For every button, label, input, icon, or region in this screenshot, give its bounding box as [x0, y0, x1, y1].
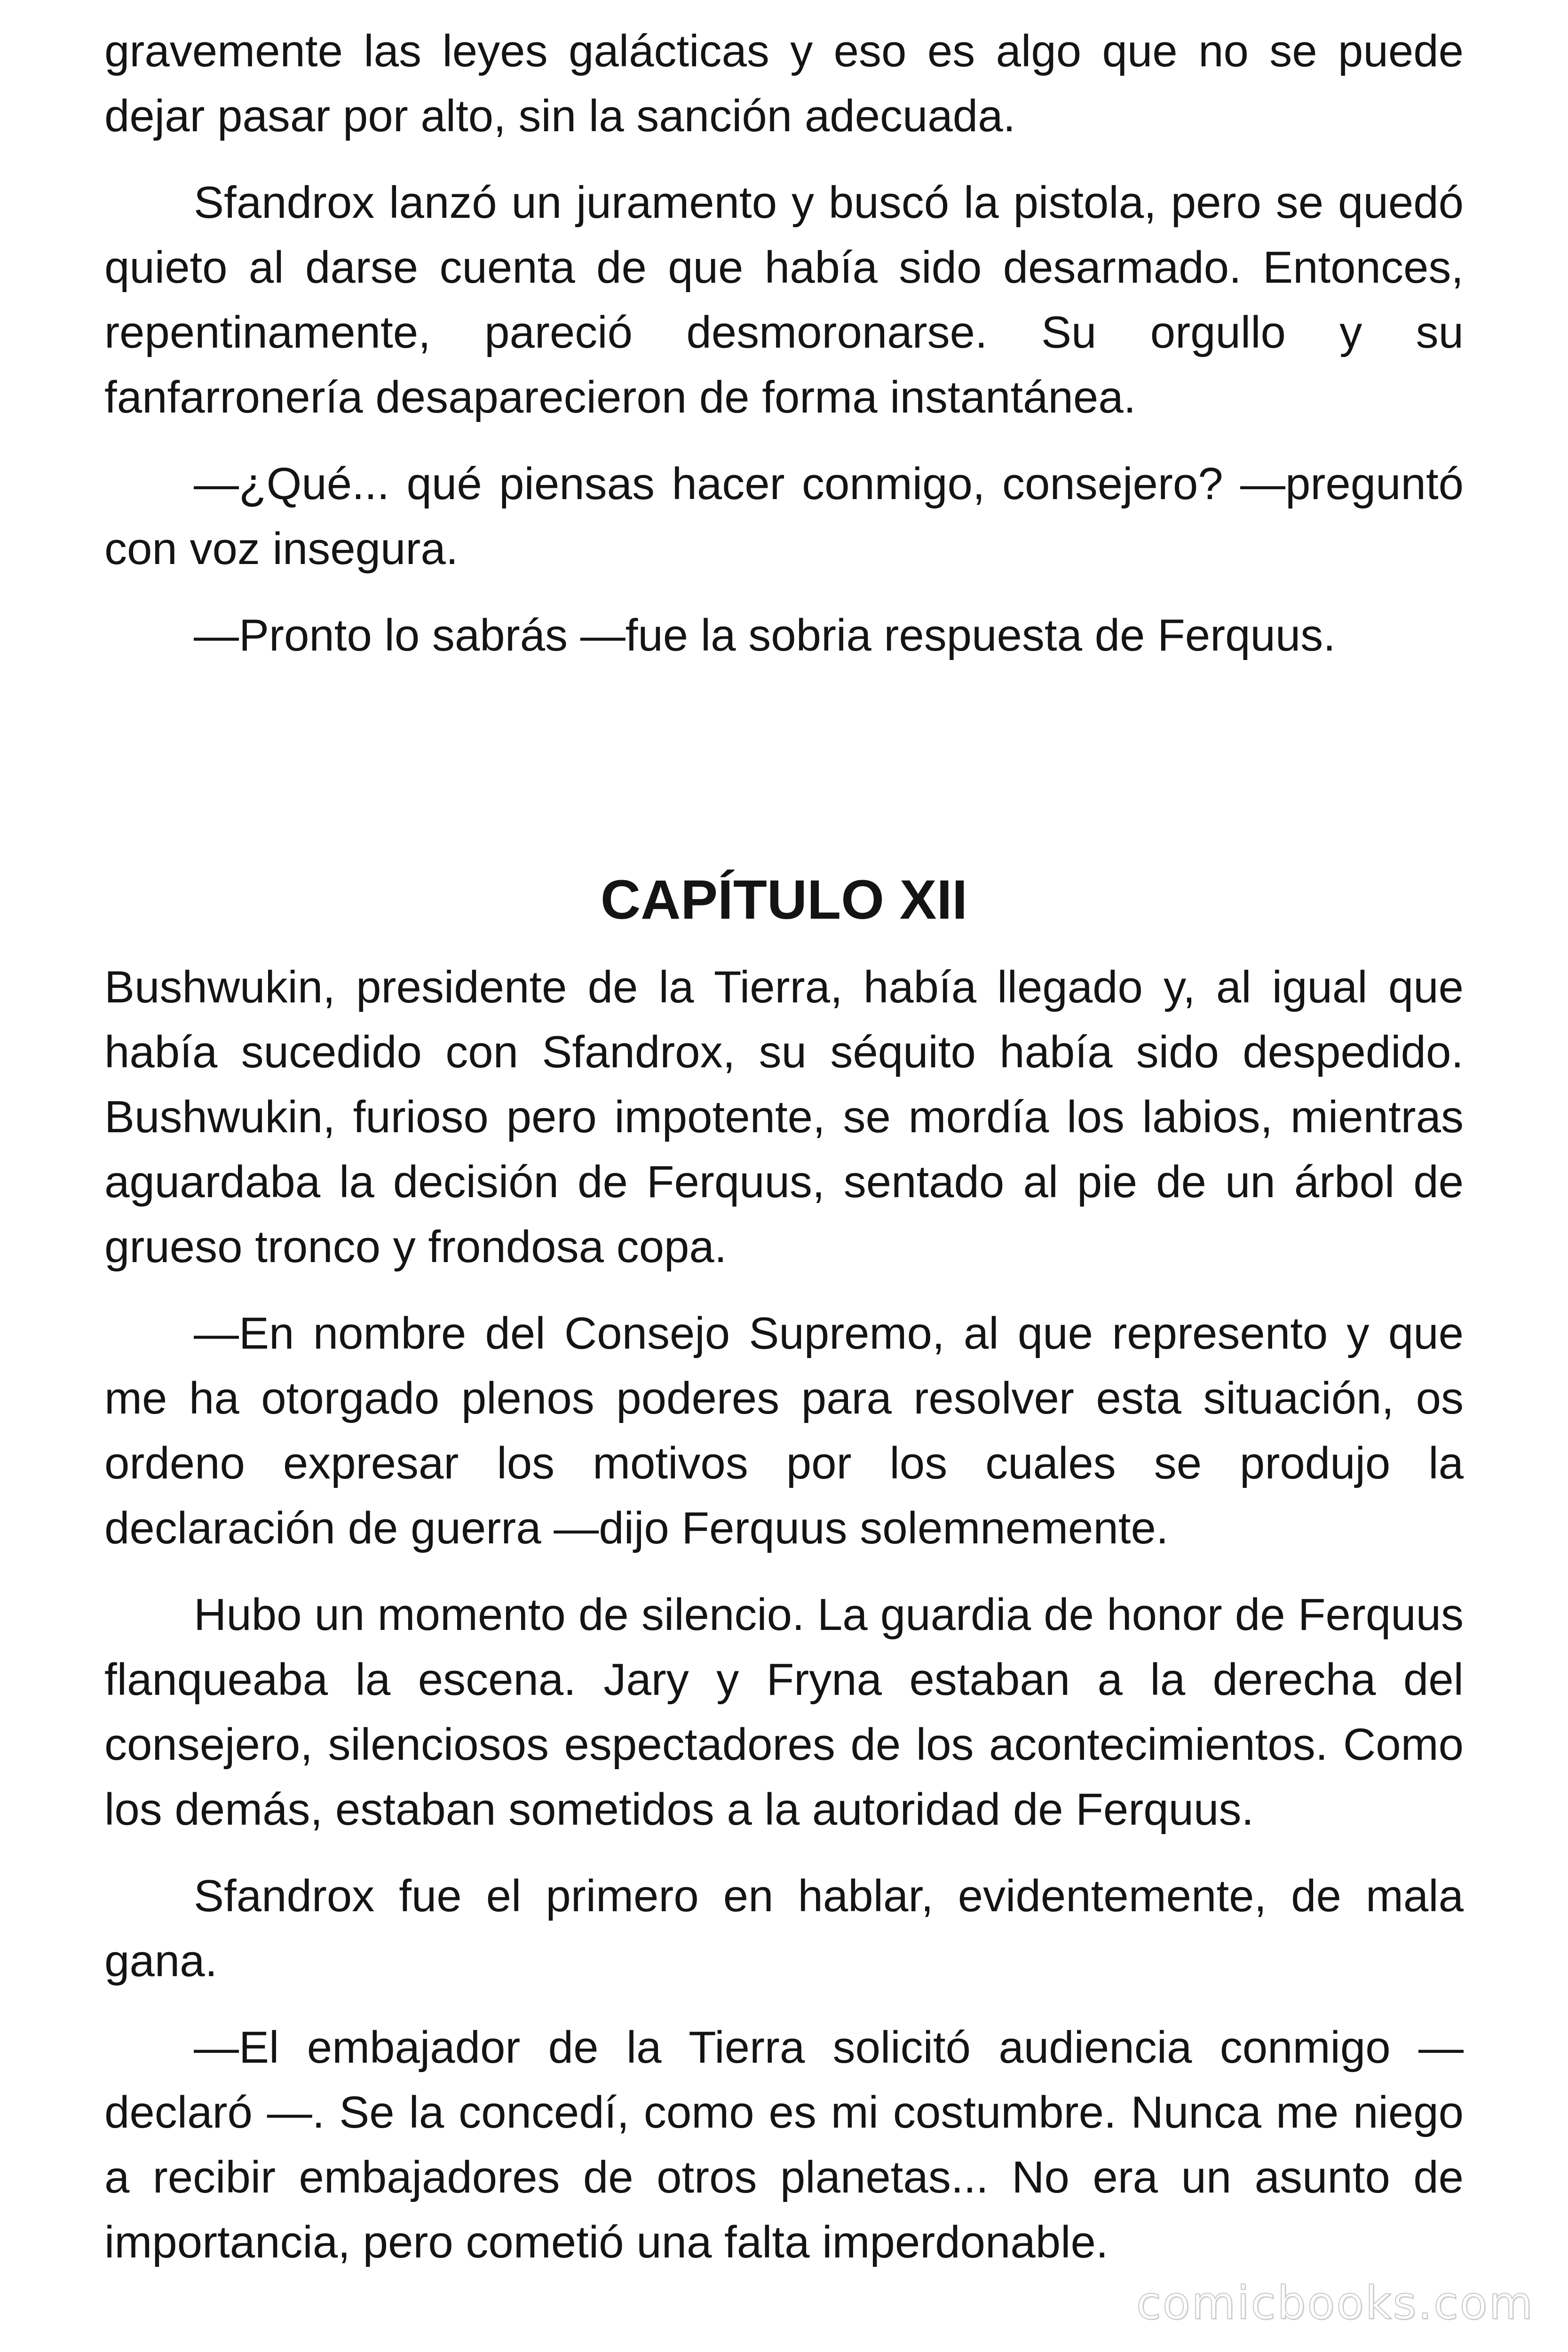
chapter-title: CAPÍTULO XII — [600, 869, 968, 931]
paragraph-continuation: gravemente las leyes galácticas y eso es algo que no se puede dejar pasar por alto, sin la sanción adecuada. — [104, 26, 1464, 141]
paragraph: Sfandrox fue el primero en hablar, evidentemente, de mala gana. — [104, 1871, 1464, 1986]
dialogue-paragraph: —¿Qué... qué piensas hacer conmigo, consejero? —preguntó con voz insegura. — [104, 459, 1464, 574]
dialogue-paragraph: —El embajador de la Tierra solicitó audiencia conmigo —declaró —. Se la concedí, como es mi costumbre. Nunca me niego a recibir embajadores de otros planetas... No era un asunto de importancia, pero cometió una falta imperdonable. — [104, 2022, 1464, 2267]
dialogue-paragraph: —Pronto lo sabrás —fue la sobria respuesta de Ferquus. — [194, 610, 1336, 660]
dialogue-paragraph: —En nombre del Consejo Supremo, al que represento y que me ha otorgado plenos poderes para resolver esta situación, os ordeno expresar los motivos por los cuales se produjo la declaración de guerra —dijo Ferquus solemnemente. — [104, 1308, 1464, 1553]
book-page — [104, 19, 1464, 2275]
paragraph: Hubo un momento de silencio. La guardia de honor de Ferquus flanqueaba la escena. Jary y Fryna estaban a la derecha del consejero, silenciosos espectadores de los acontecimientos. Como los demás, estaban sometidos a la autoridad de Ferquus. — [104, 1589, 1464, 1835]
paragraph: Sfandrox lanzó un juramento y buscó la pistola, pero se quedó quieto al darse cuenta de que había sido desarmado. Entonces, repentinamente, pareció desmoronarse. Su orgullo y su fanfarronería desaparecieron de forma instantánea. — [104, 177, 1464, 422]
chapter-opening-paragraph: Bushwukin, presidente de la Tierra, había llegado y, al igual que había sucedido con Sfandrox, su séquito había sido despedido. Bushwukin, furioso pero impotente, se mordía los labios, mientras aguardaba la decisión de Ferquus, sentado al pie de un árbol de grueso tronco y frondosa copa. — [104, 962, 1464, 1272]
watermark: comicbooks.com — [1136, 2277, 1534, 2329]
